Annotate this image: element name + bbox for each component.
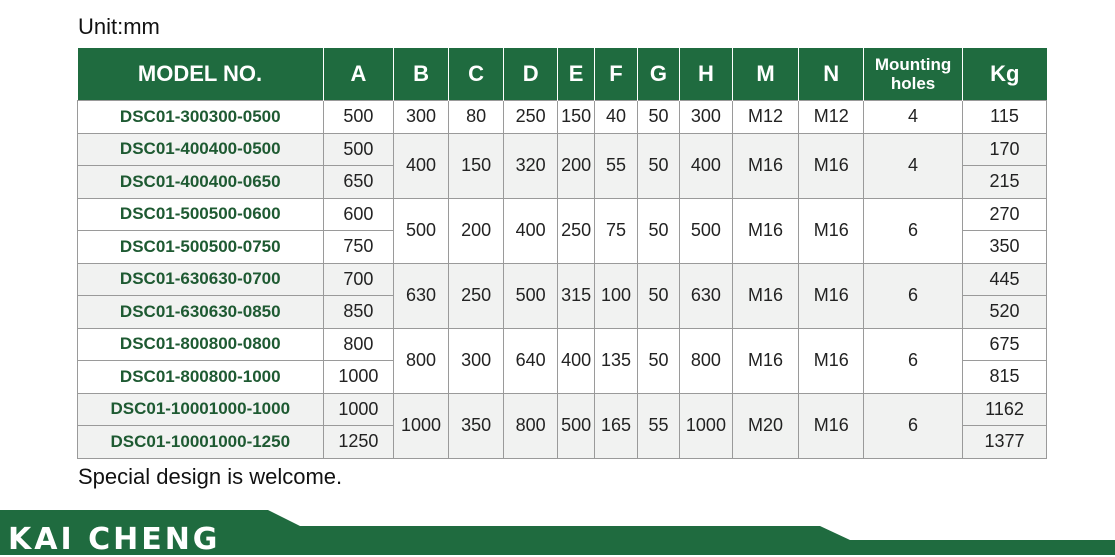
- holes-cell: 6: [864, 328, 963, 393]
- b-cell: 800: [394, 328, 449, 393]
- model-cell: DSC01-500500-0600: [78, 198, 324, 231]
- h-cell: 800: [680, 328, 733, 393]
- b-cell: 300: [394, 101, 449, 134]
- g-cell: 50: [637, 328, 679, 393]
- model-cell: DSC01-800800-0800: [78, 328, 324, 361]
- b-cell: 1000: [394, 393, 449, 458]
- d-cell: 320: [504, 133, 558, 198]
- header-n: N: [799, 48, 864, 101]
- b-cell: 500: [394, 198, 449, 263]
- holes-cell: 6: [864, 198, 963, 263]
- e-cell: 315: [557, 263, 594, 328]
- model-cell: DSC01-500500-0750: [78, 231, 324, 264]
- d-cell: 500: [504, 263, 558, 328]
- m-cell: M16: [732, 263, 799, 328]
- a-cell: 1000: [323, 393, 394, 426]
- model-cell: DSC01-800800-1000: [78, 361, 324, 394]
- n-cell: M16: [799, 263, 864, 328]
- e-cell: 150: [557, 101, 594, 134]
- model-cell: DSC01-630630-0700: [78, 263, 324, 296]
- kg-cell: 115: [963, 101, 1047, 134]
- g-cell: 55: [637, 393, 679, 458]
- holes-cell: 6: [864, 393, 963, 458]
- b-cell: 630: [394, 263, 449, 328]
- m-cell: M16: [732, 133, 799, 198]
- h-cell: 400: [680, 133, 733, 198]
- table-row: [78, 101, 1047, 134]
- e-cell: 200: [557, 133, 594, 198]
- note-text: Special design is welcome.: [78, 464, 343, 489]
- d-cell: 250: [504, 101, 558, 134]
- n-cell: M16: [799, 328, 864, 393]
- n-cell: M16: [799, 133, 864, 198]
- h-cell: 630: [680, 263, 733, 328]
- f-cell: 55: [595, 133, 637, 198]
- f-cell: 135: [595, 328, 637, 393]
- d-cell: 640: [504, 328, 558, 393]
- d-cell: 800: [504, 393, 558, 458]
- h-cell: 1000: [680, 393, 733, 458]
- table-header-row: [78, 48, 1047, 101]
- header-h: H: [680, 48, 733, 101]
- kg-cell: 170: [963, 133, 1047, 166]
- model-cell: DSC01-300300-0500: [78, 101, 324, 134]
- e-cell: 250: [557, 198, 594, 263]
- a-cell: 700: [323, 263, 394, 296]
- a-cell: 500: [323, 101, 394, 134]
- a-cell: 800: [323, 328, 394, 361]
- f-cell: 100: [595, 263, 637, 328]
- model-cell: DSC01-10001000-1000: [78, 393, 324, 426]
- kg-cell: 1162: [963, 393, 1047, 426]
- table-row: [78, 198, 1047, 231]
- header-mounting-line2: holes: [890, 74, 936, 93]
- kg-cell: 215: [963, 166, 1047, 199]
- b-cell: 400: [394, 133, 449, 198]
- kg-cell: 1377: [963, 426, 1047, 459]
- f-cell: 75: [595, 198, 637, 263]
- g-cell: 50: [637, 133, 679, 198]
- a-cell: 600: [323, 198, 394, 231]
- f-cell: 40: [595, 101, 637, 134]
- m-cell: M20: [732, 393, 799, 458]
- e-cell: 500: [557, 393, 594, 458]
- c-cell: 350: [448, 393, 504, 458]
- table-row: [78, 393, 1047, 426]
- h-cell: 300: [680, 101, 733, 134]
- a-cell: 650: [323, 166, 394, 199]
- m-cell: M12: [732, 101, 799, 134]
- a-cell: 1250: [323, 426, 394, 459]
- d-cell: 400: [504, 198, 558, 263]
- model-cell: DSC01-400400-0500: [78, 133, 324, 166]
- h-cell: 500: [680, 198, 733, 263]
- kg-cell: 270: [963, 198, 1047, 231]
- header-e: E: [557, 48, 594, 101]
- model-cell: DSC01-10001000-1250: [78, 426, 324, 459]
- f-cell: 165: [595, 393, 637, 458]
- header-g: G: [637, 48, 679, 101]
- header-c: C: [448, 48, 504, 101]
- holes-cell: 6: [864, 263, 963, 328]
- m-cell: M16: [732, 198, 799, 263]
- c-cell: 250: [448, 263, 504, 328]
- n-cell: M16: [799, 198, 864, 263]
- brand-logo: KAI CHENG: [8, 522, 221, 557]
- g-cell: 50: [637, 101, 679, 134]
- header-model: MODEL NO.: [78, 48, 324, 101]
- c-cell: 200: [448, 198, 504, 263]
- table-body: [78, 101, 1047, 459]
- header-m: M: [732, 48, 799, 101]
- model-cell: DSC01-630630-0850: [78, 296, 324, 329]
- kg-cell: 675: [963, 328, 1047, 361]
- g-cell: 50: [637, 198, 679, 263]
- holes-cell: 4: [864, 101, 963, 134]
- table-row: [78, 328, 1047, 361]
- kg-cell: 815: [963, 361, 1047, 394]
- header-b: B: [394, 48, 449, 101]
- m-cell: M16: [732, 328, 799, 393]
- holes-cell: 4: [864, 133, 963, 198]
- header-mounting-holes: [864, 48, 963, 101]
- header-kg: Kg: [963, 48, 1047, 101]
- kg-cell: 520: [963, 296, 1047, 329]
- n-cell: M12: [799, 101, 864, 134]
- c-cell: 300: [448, 328, 504, 393]
- spec-table: [77, 48, 1047, 459]
- table-row: [78, 133, 1047, 166]
- kg-cell: 350: [963, 231, 1047, 264]
- c-cell: 150: [448, 133, 504, 198]
- a-cell: 1000: [323, 361, 394, 394]
- c-cell: 80: [448, 101, 504, 134]
- header-d: D: [504, 48, 558, 101]
- a-cell: 500: [323, 133, 394, 166]
- kg-cell: 445: [963, 263, 1047, 296]
- header-a: A: [323, 48, 394, 101]
- a-cell: 750: [323, 231, 394, 264]
- unit-label: Unit:mm: [78, 14, 160, 39]
- header-f: F: [595, 48, 637, 101]
- model-cell: DSC01-400400-0650: [78, 166, 324, 199]
- n-cell: M16: [799, 393, 864, 458]
- e-cell: 400: [557, 328, 594, 393]
- header-mounting-line1: Mounting: [874, 55, 952, 74]
- table-row: [78, 263, 1047, 296]
- a-cell: 850: [323, 296, 394, 329]
- g-cell: 50: [637, 263, 679, 328]
